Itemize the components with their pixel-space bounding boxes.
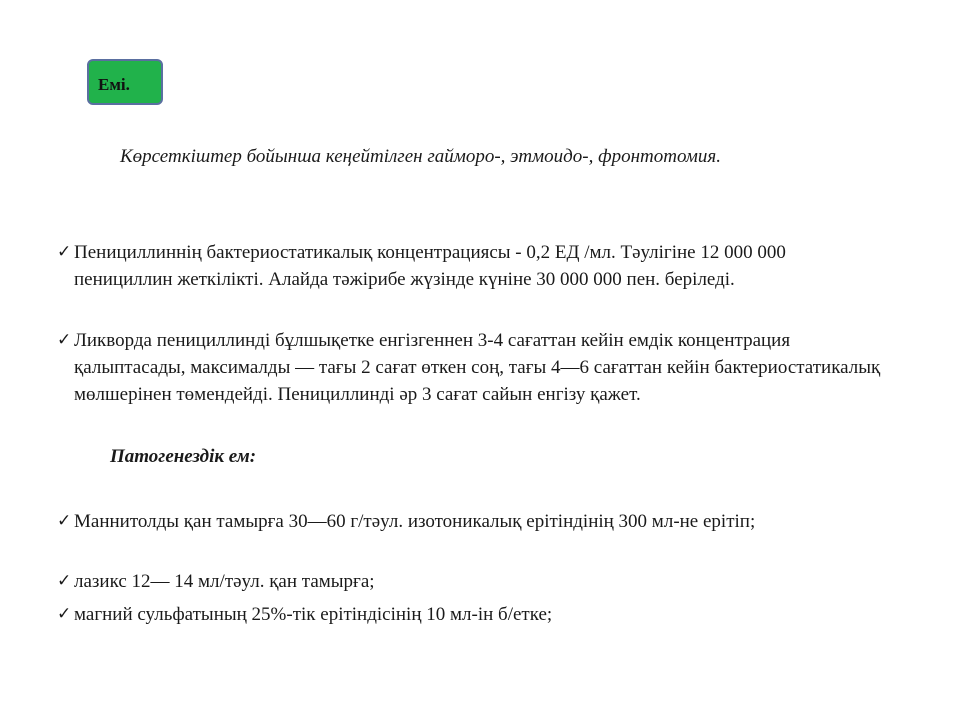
list-item-text: Пенициллиннің бактериостатикалық концентрациясы - 0,2 ЕД /мл. Тәулігіне 12 000 000 пенициллин жеткілікті. Алайда тәжірибе жүзінде күніне 30 000 000 пен. беріледі. [74,242,786,290]
checkmark-icon: ✓ [57,242,72,262]
checkmark-icon: ✓ [57,571,72,591]
list-item-text: лазикс 12— 14 мл/тәул. қан тамырға; [74,571,375,592]
list-item [57,327,887,408]
checkmark-icon: ✓ [57,330,72,350]
list-item-text: Ликворда пенициллинді бұлшықетке енгізгеннен 3-4 сағаттан кейін емдік концентрация қалыптасады, максималды — тағы 2 сағат өткен соң, тағы 4—6 сағаттан кейін бактериостатикалық мөлшерінен төмендейді. Пенициллинді әр 3 сағат сайын енгізу қажет. [74,330,881,405]
list-item [57,601,887,628]
list-item [57,239,887,293]
checkmark-icon: ✓ [57,604,72,624]
list-item-text: Маннитолды қан тамырға 30—60 г/тәул. изотоникалық ерітіндінің 300 мл-не ерітіп; [74,511,756,532]
section-heading: Патогенездік ем: [110,446,257,467]
treatment-badge: Емі. [87,59,163,105]
list-item [57,568,887,595]
checkmark-icon: ✓ [57,511,72,531]
list-item [57,508,887,535]
intro-paragraph: Көрсеткіштер бойынша кеңейтілген гайморо-, этмоидо-, фронтотомия. [120,146,721,167]
list-item-text: магний сульфатының 25%-тік ерітіндісінің 10 мл-ін б/етке; [74,604,553,625]
